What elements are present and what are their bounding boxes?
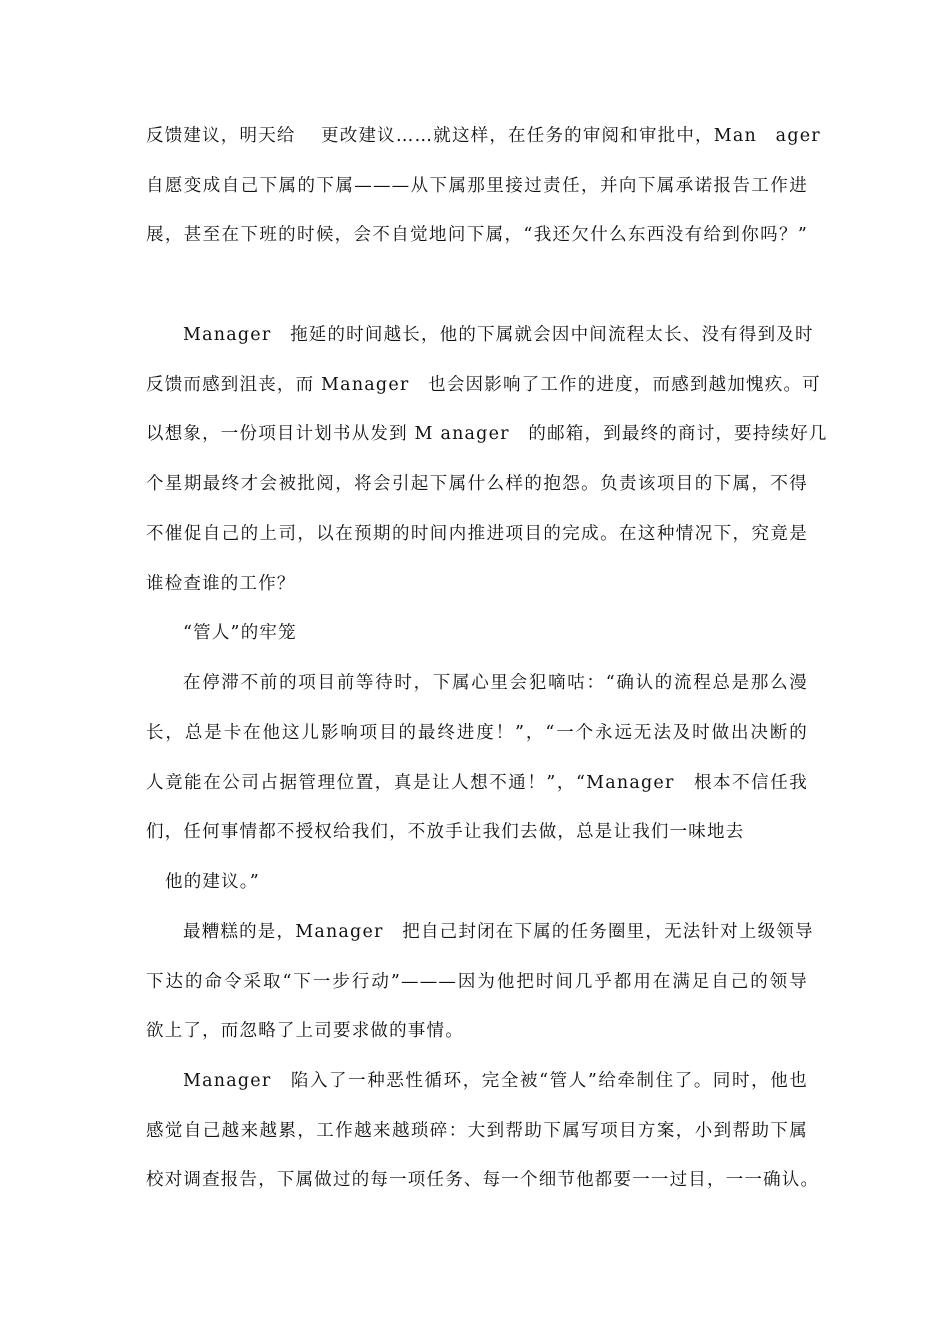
text-line: 谁检查谁的工作？ [146, 574, 296, 594]
text-line: 不催促自己的上司，以在预期的时间内推进项目的完成。在这种情况下，究竟是 [146, 524, 808, 544]
text-line: 在停滞不前的项目前等待时，下属心里会犯嘀咕：“确认的流程总是那么漫 [183, 673, 808, 693]
section-heading: “管人”的牢笼 [183, 623, 297, 643]
text-line: 反馈建议，明天给 更改建议……就这样，在任务的审阅和审批中，Man ager [146, 126, 821, 146]
text-line: 反馈而感到沮丧，而 Manager 也会因影响了工作的进度，而感到越加愧疚。可 [146, 375, 821, 395]
text-line: 感觉自己越来越累，工作越来越琐碎：大到帮助下属写项目方案，小到帮助下属 [146, 1121, 808, 1141]
text-line: 下达的命令采取“下一步行动”———因为他把时间几乎都用在满足自己的领导 [146, 972, 808, 992]
text-line: Manager 陷入了一种恶性循环，完全被“管人”给牵制住了。同时，他也 [183, 1071, 808, 1091]
text-line: 自愿变成自己下属的下属———从下属那里接过责任，并向下属承诺报告工作进 [146, 176, 808, 196]
text-line: 校对调查报告，下属做过的每一项任务、每一个细节他都要一一过目，一一确认。 [146, 1170, 820, 1190]
text-line: 欲上了，而忽略了上司要求做的事情。 [146, 1021, 464, 1041]
text-line: 最糟糕的是，Manager 把自己封闭在下属的任务圈里，无法针对上级领导 [183, 922, 814, 942]
text-line: 人竟能在公司占据管理位置，真是让人想不通！”，“Manager 根本不信任我 [146, 773, 808, 793]
text-line: 个星期最终才会被批阅，将会引起下属什么样的抱怨。负责该项目的下属，不得 [146, 474, 808, 494]
text-line: 展，甚至在下班的时候，会不自觉地问下属，“我还欠什么东西没有给到你吗？” [146, 225, 808, 245]
text-line: 长，总是卡在他这儿影响项目的最终进度！”，“一个永远无法及时做出决断的 [146, 723, 808, 743]
text-line: 他的建议。” [165, 872, 260, 892]
text-line: 以想象，一份项目计划书从发到 M anager 的邮箱，到最终的商讨，要持续好几 [146, 424, 828, 444]
text-line: 们，任何事情都不授权给我们，不放手让我们去做，总是让我们一味地去 [146, 822, 745, 842]
text-line: Manager 拖延的时间越长，他的下属就会因中间流程太长、没有得到及时 [183, 325, 814, 345]
